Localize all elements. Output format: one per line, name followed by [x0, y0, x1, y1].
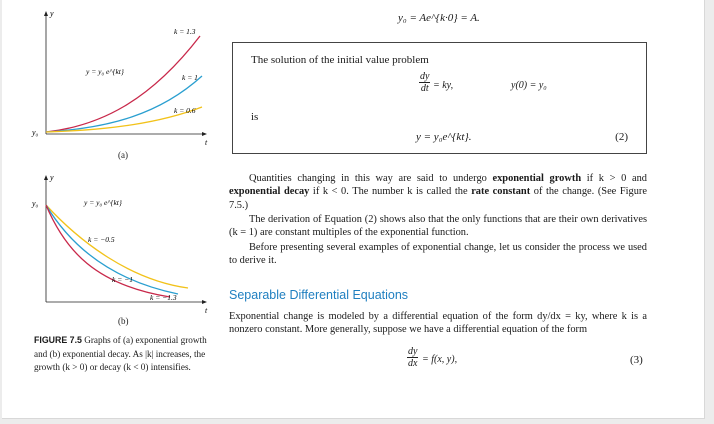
figure-a-sublabel: (a) — [118, 150, 128, 160]
figure-caption — [34, 334, 210, 375]
term-exponential-growth: exponential growth — [492, 173, 582, 184]
theorem-is: is — [251, 111, 259, 123]
para1-text-d: of the change. (See Figure 7.5.) — [229, 186, 647, 211]
equation-3-den: dx — [408, 358, 418, 369]
ivp-derivative-den: dt — [420, 83, 429, 94]
figure-a-t-arrow — [202, 132, 207, 136]
figure-a-y-arrow — [44, 11, 48, 16]
paragraph-growth-decay — [229, 172, 647, 212]
equation-3-num: dy — [408, 346, 418, 357]
figure-a-t-label: t — [205, 138, 208, 147]
para1-text-a: Quantities changing in this way are said to undergo — [249, 173, 493, 184]
paragraph-separable: Exponential change is modeled by a differential equation of the form dy/dx = ky, where k is a nonzero constant. More generally, suppose we have a differential equation of the form — [229, 311, 647, 336]
figure-a-growth — [30, 6, 220, 156]
figure-b-y-label: y — [50, 173, 54, 182]
growth-label-k-0.6: k = 0.6 — [174, 106, 196, 115]
growth-label-k-1: k = 1 — [182, 73, 198, 82]
figure-a-formula: y = y₀ e^{kt} — [86, 67, 124, 76]
decay-label-k-1: k = −1 — [112, 275, 133, 284]
figure-caption-text: Graphs of (a) exponential growth and (b) exponential decay. As |k| increases, the growth (k > 0) or decay (k < 0) intensifies. — [34, 335, 207, 372]
para1-text-b: if k > 0 and — [581, 173, 647, 184]
growth-curve-k-1 — [46, 76, 202, 132]
top-equation: y₀ = Ae^{k·0} = A. — [398, 12, 480, 24]
ivp-solution: y = y₀e^{kt}. — [416, 131, 472, 143]
para1-text-c: if k < 0. The number k is called the — [309, 186, 472, 198]
term-rate-constant: rate constant — [471, 186, 531, 198]
figure-a-y-label: y — [50, 9, 54, 18]
theorem-intro: The solution of the initial value problem — [251, 54, 429, 66]
figure-b-t-arrow — [202, 300, 207, 304]
figure-b-sublabel: (b) — [118, 316, 129, 326]
paragraph-derivatives: The derivation of Equation (2) shows also that the only functions that are their own derivatives (k = 1) are constant multiples of the exponential function. — [229, 214, 647, 239]
decay-label-k-1.3: k = −1.3 — [150, 293, 177, 302]
growth-curve-k-1.3 — [46, 36, 200, 132]
figure-b-formula: y = y₀ e^{kt} — [84, 198, 122, 207]
figure-a-y0-label: y₀ — [32, 128, 39, 137]
equation-number-2: (2) — [615, 131, 628, 143]
decay-curve-k-1.3 — [46, 205, 170, 297]
term-exponential-decay: exponential decay — [229, 186, 310, 198]
ivp-initial-condition: y(0) = y₀ — [511, 80, 547, 91]
equation-number-3: (3) — [630, 354, 643, 366]
paragraph-process: Before presenting several examples of exponential change, let us consider the process we used to derive it. — [229, 242, 647, 267]
theorem-box — [232, 42, 647, 154]
section-heading: Separable Differential Equations — [229, 288, 409, 302]
figure-b-t-label: t — [205, 306, 208, 315]
equation-3-rhs: = f(x, y), — [422, 354, 458, 365]
growth-label-k-1.3: k = 1.3 — [174, 27, 196, 36]
decay-label-k-0.5: k = −0.5 — [88, 235, 115, 244]
figure-b-decay — [30, 170, 220, 320]
ivp-derivative — [419, 71, 430, 94]
figure-b-y-arrow — [44, 175, 48, 180]
ivp-rhs: = ky, — [433, 80, 454, 91]
equation-3-derivative — [407, 346, 418, 369]
ivp-derivative-num: dy — [420, 71, 430, 82]
figure-b-y0-label: y₀ — [32, 199, 39, 208]
figure-caption-label: FIGURE 7.5 — [34, 335, 82, 345]
